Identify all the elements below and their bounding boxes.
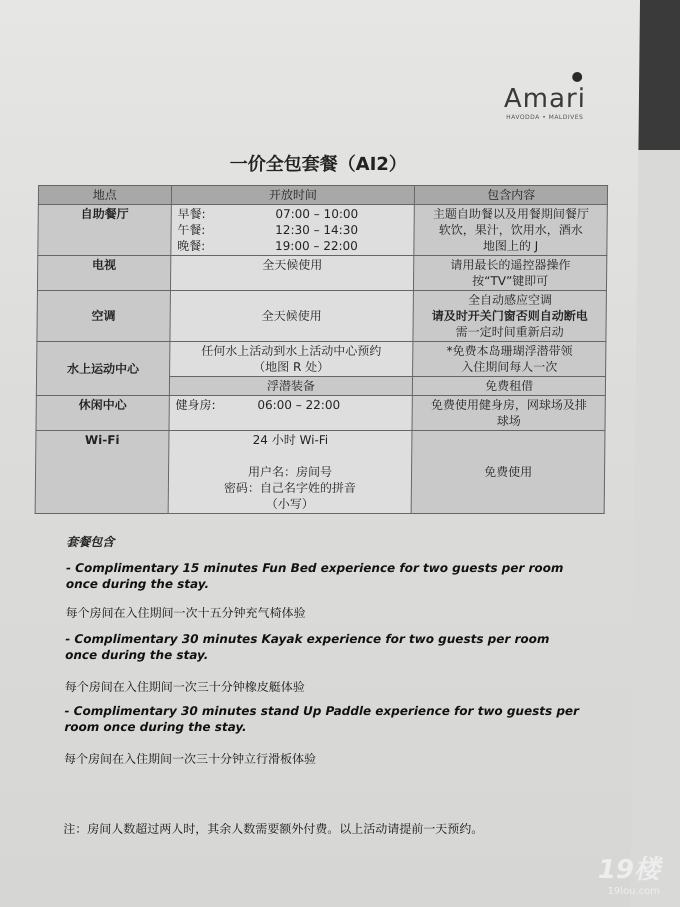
package-item-en: - Complimentary 30 minutes stand Up Paddle experience for two guests per room once during the stay.	[64, 704, 580, 734]
incl-line: *免费本岛珊瑚浮潜带领	[446, 344, 573, 358]
hours-line: 24 小时 Wi-Fi	[252, 433, 329, 447]
hours-line: （小写）	[265, 497, 314, 511]
venue-water-sports: 水上运动中心	[36, 342, 169, 396]
venue-wifi: Wi-Fi	[35, 431, 169, 514]
header-hours: 开放时间	[171, 186, 415, 205]
header-location: 地点	[38, 186, 171, 205]
gym-time: 06:00 – 22:00	[257, 398, 341, 412]
package-item-cn: 每个房间在入住期间一次三十分钟橡皮艇体验	[64, 680, 305, 694]
table-row-water-sports	[37, 342, 606, 377]
watermark	[598, 849, 660, 897]
hours-tv: 全天候使用	[170, 256, 414, 291]
table-row-wifi	[35, 431, 605, 514]
venue-leisure: 休闲中心	[36, 396, 169, 431]
package-item-cn: 每个房间在入住期间一次十五分钟充气椅体验	[65, 606, 306, 620]
hours-wifi	[168, 431, 412, 514]
table-row-tv	[37, 256, 606, 291]
hours-line: 密码：自己名字姓的拼音	[223, 481, 356, 495]
incl-line: 请及时开关门窗否则自动断电	[431, 309, 588, 323]
table-header-row	[38, 186, 607, 205]
watermark-site: 19lou.com	[607, 886, 660, 897]
incl-line: 球场	[496, 414, 521, 428]
amari-logo	[504, 72, 586, 121]
meal-time: 12:30 – 14:30	[275, 223, 359, 237]
schedule-table	[35, 185, 608, 514]
venue-ac: 空调	[37, 291, 170, 342]
hours-line: （地图 R 处）	[253, 360, 330, 374]
incl-wifi: 免费使用	[411, 431, 605, 514]
header-includes: 包含内容	[415, 186, 608, 205]
incl-line: 请用最长的遥控器操作	[450, 258, 571, 272]
footnote: 注：房间人数超过两人时，其余人数需要额外付费。以上活动请提前一天预约。	[63, 822, 484, 836]
logo-subtitle: HAVODDA • MALDIVES	[506, 114, 584, 121]
incl-line: 全自动感应空调	[467, 293, 553, 307]
venue-tv: 电视	[37, 256, 170, 291]
logo-brand: Amari	[503, 84, 587, 114]
incl-line: 地图上的 J	[482, 239, 539, 253]
meal-time: 19:00 – 22:00	[274, 239, 358, 253]
package-item-cn: 每个房间在入住期间一次三十分钟立行滑板体验	[63, 752, 317, 766]
incl-leisure	[412, 396, 605, 431]
table-row-leisure	[36, 396, 605, 431]
incl-line: 免费使用健身房，网球场及排	[430, 398, 588, 412]
hours-line: 任何水上活动到水上活动中心预约	[201, 344, 382, 358]
hours-line: 用户名：房间号	[247, 465, 333, 479]
package-heading: 套餐包含	[66, 535, 115, 549]
incl-restaurant	[414, 205, 607, 256]
meal-name: 午餐:	[177, 223, 206, 237]
incl-ac	[413, 291, 606, 342]
package-item-en: - Complimentary 15 minutes Fun Bed experience for two guests per room once during the stay.	[65, 561, 564, 591]
incl-line: 入住期间每人一次	[461, 360, 558, 374]
incl-tv	[414, 256, 607, 291]
meal-time: 07:00 – 10:00	[275, 207, 359, 221]
meal-name: 晚餐:	[177, 239, 206, 253]
watermark-logo: 19楼	[597, 855, 660, 885]
incl-line: 按“TV”键即可	[472, 274, 549, 288]
free-rental: 免费租借	[413, 377, 606, 396]
gym-label: 健身房:	[175, 398, 216, 412]
hours-ac: 全天候使用	[170, 291, 414, 342]
table-row-ac	[37, 291, 607, 342]
page-title: 一价全包套餐（AI2）	[229, 154, 407, 175]
hours-water-sports	[169, 342, 413, 377]
incl-line: 需一定时间重新启动	[455, 325, 564, 339]
snorkel-gear: 浮潜装备	[169, 377, 413, 396]
package-item-en: - Complimentary 30 minutes Kayak experience for two guests per room once during the stay.	[65, 632, 550, 662]
incl-line: 主题自助餐以及用餐期间餐厅	[432, 207, 590, 221]
venue-restaurant: 自助餐厅	[38, 205, 171, 256]
table-row-restaurant	[38, 205, 608, 256]
logo-dot	[572, 72, 582, 82]
incl-line: 软饮，果汁，饮用水，酒水	[438, 223, 583, 237]
incl-water-sports	[413, 342, 606, 377]
meal-name: 早餐:	[177, 207, 206, 221]
